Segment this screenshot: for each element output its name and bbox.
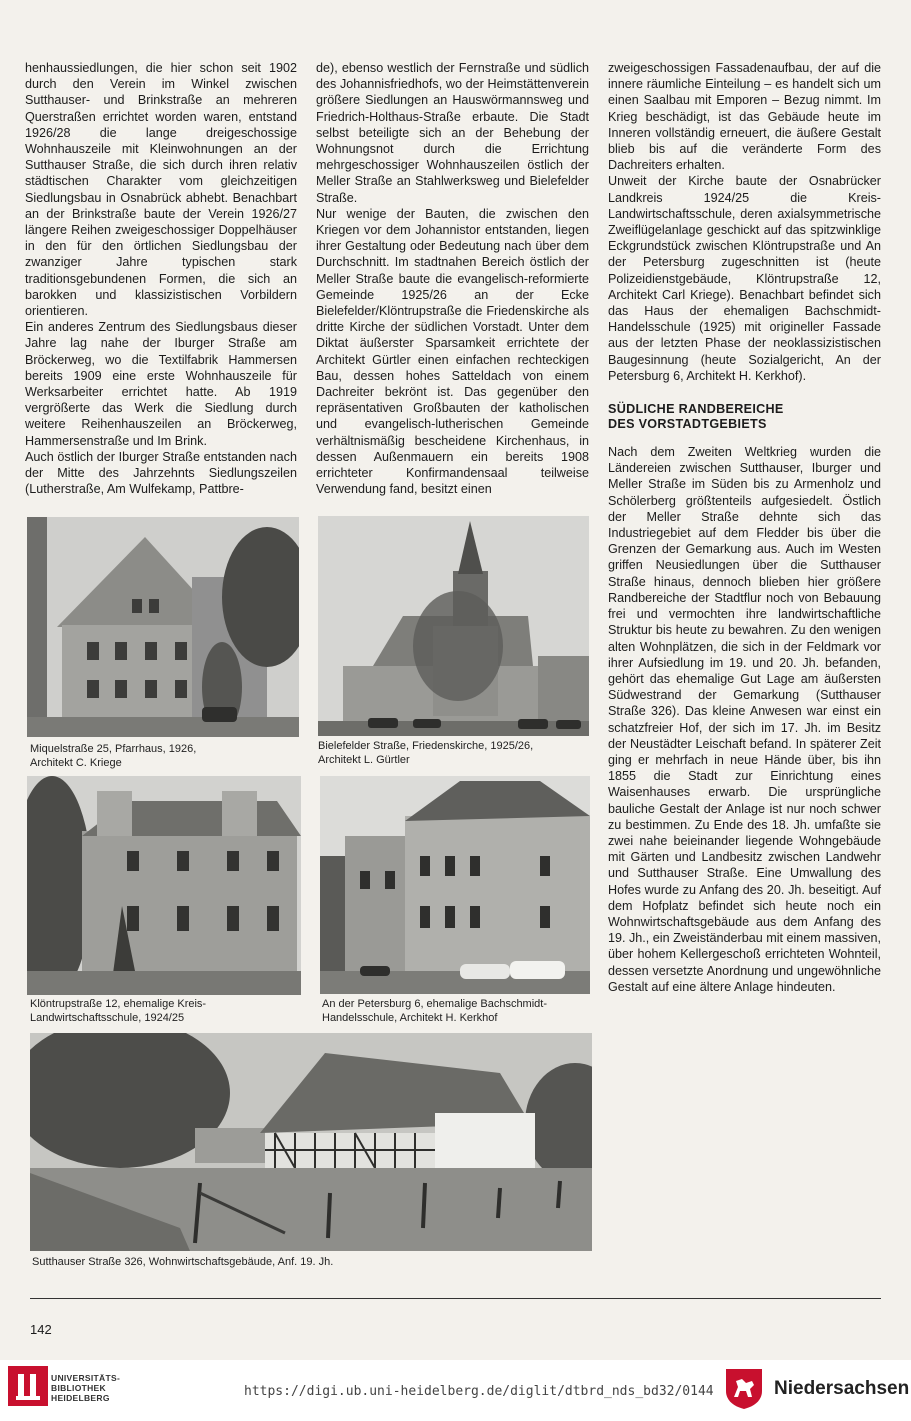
footer-rule [30, 1298, 881, 1299]
text-column-1 [25, 60, 297, 497]
caption-photo-2 [318, 740, 533, 767]
niedersachsen-horse-logo-icon[interactable] [726, 1369, 762, 1409]
caption-photo-3 [30, 998, 206, 1025]
caption-photo-4 [322, 998, 547, 1025]
caption-line: Architekt L. Gürtler [318, 753, 410, 766]
photo-handelsschule [320, 776, 590, 994]
paragraph: de), ebenso westlich der Fernstraße und südlich des Johannisfriedhofs, wo der Heimstättenverein größere Siedlungen an Hauswörmannsweg und Friedrich-Holthaus-Straße erbaute. Die Stadt selbst beteiligte sich an der Behebung der Wohnungsnot durch die Errichtung mehrgeschossiger Wohnhauszeilen östlich der Meller Straße an Stahlwerksweg und Bielefelder Straße. [316, 61, 589, 205]
caption-photo-1 [30, 743, 196, 770]
viewer-footer [0, 1360, 911, 1421]
paragraph: Ein anderes Zentrum des Siedlungsbaus dieser Jahre lag nahe der Iburger Straße am Bröckerweg, wo die Textilfabrik Hammersen bereits 1909 eine erste Wohnhauszeile für Werksarbeiter errichtet hatte. Ab 1919 vergrößerte das Werk die Siedlung durch weitere Reihenhauszeilen an Bröckerweg, Hammersenstraße und Im Brink. [25, 320, 297, 448]
state-name: Niedersachsen [774, 1378, 910, 1399]
caption-line: Sutthauser Straße 326, Wohnwirtschaftsgebäude, Anf. 19. Jh. [32, 1256, 334, 1268]
paragraph: henhaussiedlungen, die hier schon seit 1902 durch den Verein im Winkel zwischen Sutthauser- und Brinkstraße an mehreren Querstraßen errichtet worden waren, entstand 1926/28 die lange dreigeschossige Wohnhauszeile mit Kleinwohnungen an der Sutthauser Straße, die sich durch ihren relativ städtischen Charakter vom gleichzeitigen Siedlungsbau in Osnabrück abhebt. Benachbart an der Brinkstraße baute der Verein 1926/27 längere Reihen zweigeschossiger Doppelhäuser in den für den örtlichen Siedlungsbau der zwanziger Jahre typischen stark traditionsgebundenen Formen, die sich an barokken und klassizistischen Vorbildern orientieren. [25, 61, 297, 319]
caption-line: Miquelstraße 25, Pfarrhaus, 1926, [30, 743, 197, 755]
caption-line: Architekt C. Kriege [30, 756, 122, 769]
caption-line: Landwirtschaftsschule, 1924/25 [30, 1011, 185, 1024]
document-url-link[interactable]: https://digi.ub.uni-heidelberg.de/diglit/dtbrd_nds_bd32/0144 [244, 1384, 714, 1399]
caption-line: Klöntrupstraße 12, ehemalige Kreis- [30, 998, 207, 1010]
paragraph: Nach dem Zweiten Weltkrieg wurden die Ländereien zwischen Sutthauser, Iburger und Meller Straße im Süden bis zu Armenholz und Schölerberg größtenteils aufgesiedelt. Östlich der Meller Straße dehnte sich das Industriegebiet auf dem Fledder bis über die Grenzen der Gemarkung aus. Auch im Westen griffen Neusiedlungen über die Sutthauser Straße hinaus, dennoch blieben hier größere Randbereiche der Stadtflur noch von Bebauung frei und vermochten ihre landwirtschaftliche Struktur bis heute zu bewahren. Zu den wenigen alten Wohnplätzen, die sich in der Feldmark vor ihrer Aufsiedlung im 19. und 20. Jh. befanden, gehört das ehemalige Gut Lage am äußersten Südwestrand der Gemarkung (Sutthauser Straße 326). Das kleine Anwesen war einst ein schatzfreier Hof, der sich im 17. Jh. im Besitz der Neustädter Leischaft befand. In späterer Zeit ging er mehrfach in neue Hände über, bis ihn 1855 die Stadt zur Einrichtung eines Waisenhauses erwarb. Die ursprüngliche bauliche Gestalt der Anlage ist nur noch schwer zu bestimmen. Zu Ende des 18. Jh. umfaßte sie zwei nahe beieinander liegende Wohngebäude mit Gärten und Landbesitz zwischen Landwehr und Sutthauser Straße. Eine Umwallung des Hofes wurde zu Anfang des 20. Jh. beseitigt. Auf dem Hofplatz befindet sich heute noch ein Wohnwirtschaftsgebäude aus dem Anfang des 19. Jh., ein Zweiständerbau mit einem massiven, über hohem Kellergeschoß errichteten Wohnteil, dessen versetzte Anordnung und ungewöhnliche Gestalt auf eine ältere Anlage hindeuten. [608, 445, 881, 994]
paragraph: Auch östlich der Iburger Straße entstanden nach der Mitte des Jahrzehnts Siedlungszeilen (Lutherstraße, Am Wulfekamp, Pattbre- [25, 449, 297, 497]
caption-line: Bielefelder Straße, Friedenskirche, 1925/26, [318, 740, 534, 752]
heading-line: SÜDLICHE RANDBEREICHE [608, 402, 784, 417]
text-column-3 [608, 60, 881, 995]
paragraph: Nur wenige der Bauten, die zwischen den Kriegen vor dem Johannistor entstanden, liegen ihrer Gestaltung oder Bedeutung nach über dem Durchschnitt. Im stadtnahen Bereich östlich der Meller Straße baute die evangelisch-reformierte Gemeinde 1925/26 an der Ecke Bielefelder/Klöntrupstraße die Friedenskirche als dritte Kirche der südlichen Vorstadt. Unter dem Diktat äußerster Sparsamkeit errichtete der Architekt Gürtler einen einfachen rechteckigen Bau, dessen hohes Satteldach von einem Dachreiter bekrönt ist. Das gegenüber den repräsentativen Großbauten der katholischen und evangelisch-lutherischen Gemeinde verhältnismäßig bescheidene Kirchenhaus, in dessen Außenmauern ein bereits 1908 errichteter Konfirmandensaal teilweise Verwendung fand, besitzt einen [316, 206, 589, 497]
library-name-line: BIBLIOTHEK [51, 1383, 106, 1393]
library-name-line: UNIVERSITÄTS- [51, 1373, 121, 1383]
caption-line: Handelsschule, Architekt H. Kerkhof [322, 1011, 498, 1024]
photo-landwirtschaftsschule [27, 776, 301, 995]
heading-line: DES VORSTADTGEBIETS [608, 417, 767, 432]
section-heading [608, 402, 881, 432]
page-number: 142 [30, 1322, 52, 1337]
paragraph: zweigeschossigen Fassadenaufbau, der auf die innere räumliche Einteilung – es handelt sich um einen Saalbau mit Emporen – Bezug nimmt. Im Krieg beschädigt, ist das Gebäude heute im Inneren vollständig erneuert, die äußere Gestalt blieb bis auf die veränderte Form des Dachreiters erhalten. [608, 61, 881, 173]
photo-friedenskirche [318, 516, 589, 736]
library-name-line: HEIDELBERG [51, 1393, 110, 1403]
paragraph: Unweit der Kirche baute der Osnabrücker Landkreis 1924/25 die Kreis-Landwirtschaftsschule, deren axialsymmetrische Zweiflügelanlage geschickt auf das spitzwinklige Eckgrundstück zwischen Klöntrupstraße und An der Petersburg zugeschnitten ist (heute Polizeidienstgebäude, Klöntrupstraße 12, Architekt Carl Kriege). Benachbart befindet sich das Haus der ehemaligen Bachschmidt-Handelsschule (1925) mit origineller Fassade aus der letzten Phase der neoklassizistischen Baugesinnung (heute Sozialgericht, An der Petersburg 6, Architekt H. Kerkhof). [608, 174, 881, 383]
photo-wohnwirtschaftsgebaeude [30, 1033, 592, 1251]
text-column-2 [316, 60, 589, 497]
caption-photo-5 [32, 1256, 333, 1270]
university-library-logo-icon[interactable] [8, 1366, 48, 1406]
photo-pfarrhaus [27, 517, 299, 737]
caption-line: An der Petersburg 6, ehemalige Bachschmidt- [322, 998, 548, 1010]
university-library-name [51, 1373, 120, 1403]
